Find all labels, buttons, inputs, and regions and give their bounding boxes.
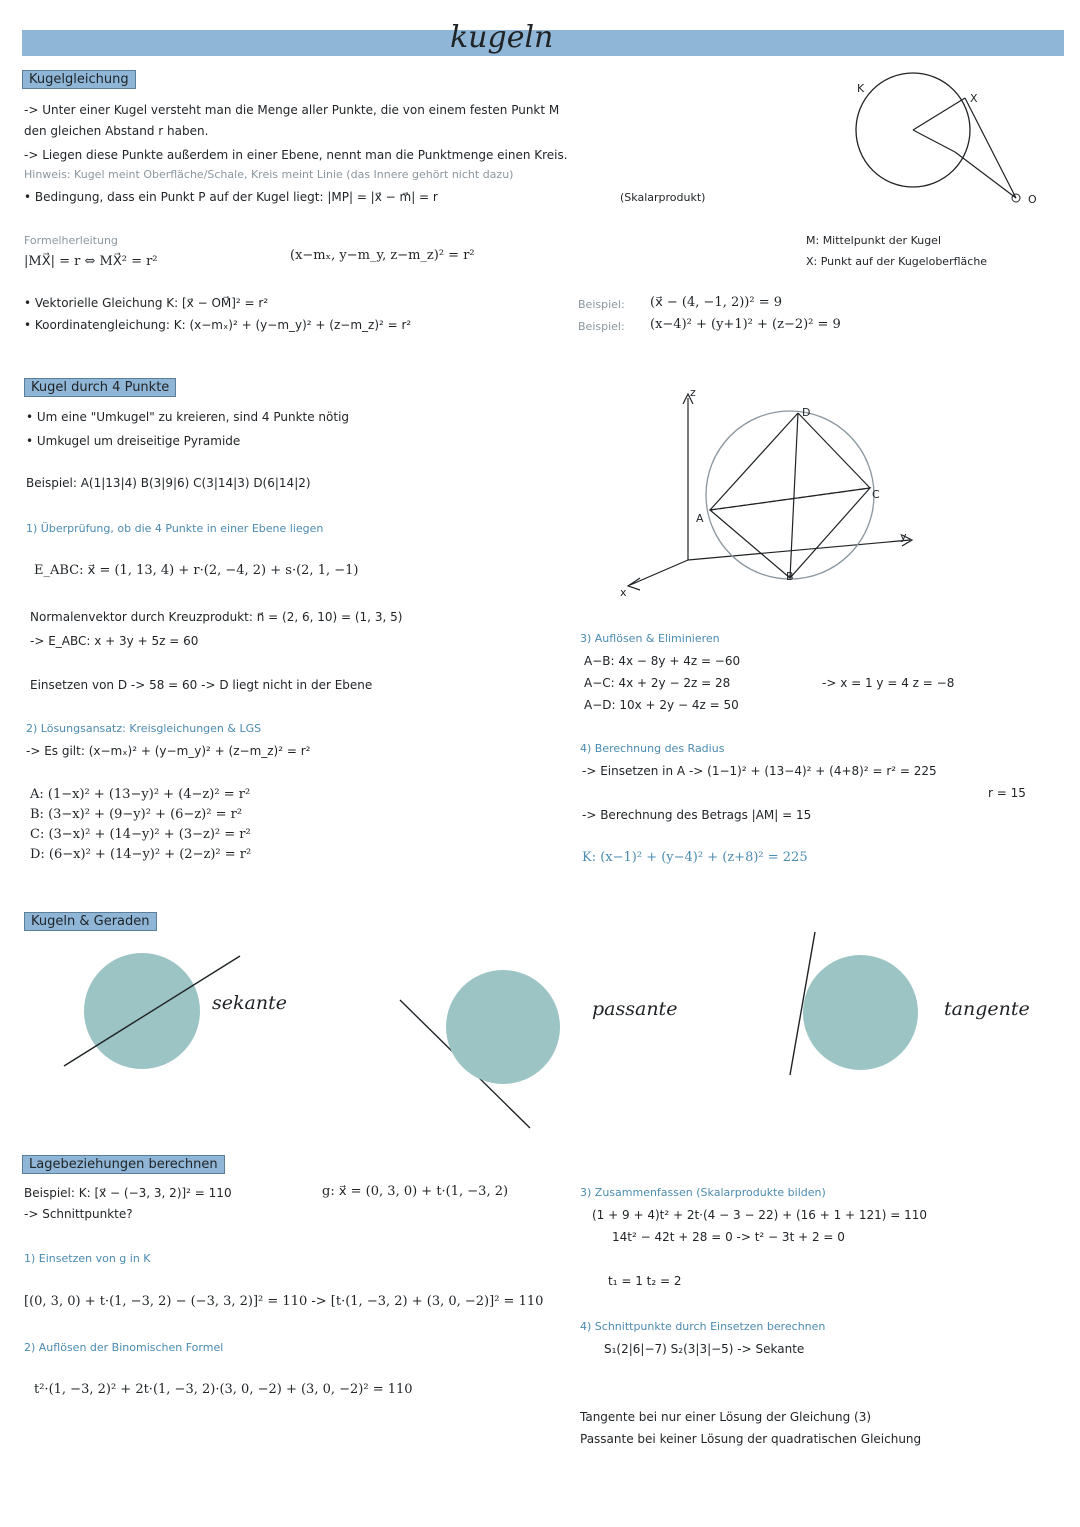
step-3-heading: 3) Auflösen & Eliminieren [580,632,720,645]
calc-step-3-heading: 3) Zusammenfassen (Skalarprodukte bilden) [580,1186,826,1199]
calc-step-3-equation: (1 + 9 + 4)t² + 2t·(4 − 3 − 22) + (16 + 1 + 121) = 110 [592,1208,928,1222]
point-label-b: B [786,570,794,583]
definition-line-3: -> Liegen diese Punkte außerdem in einer Ebene, nennt man die Punktmenge einen Kreis. [24,148,568,162]
example-label-1: Beispiel: [578,298,625,311]
sphere-result-equation: K: (x−1)² + (y−4)² + (z+8)² = 225 [582,850,808,865]
example-label-2: Beispiel: [578,320,625,333]
elimination-a-d: A−D: 10x + 2y − 4z = 50 [584,698,739,712]
elimination-a-c: A−C: 4x + 2y − 2z = 28 [584,676,731,690]
umkugel-bullet-1: • Um eine "Umkugel" zu kreieren, sind 4 Punkte nötig [26,410,350,424]
equation-c: C: (3−x)² + (14−y)² + (3−z)² = r² [30,827,251,842]
insert-d-result: Einsetzen von D -> 58 = 60 -> D liegt nicht in der Ebene [30,678,373,692]
equation-a: A: (1−x)² + (13−y)² + (4−z)² = r² [30,787,251,802]
passante-sphere [446,970,560,1084]
betrag-calculation: -> Berechnung des Betrags |AM| = 15 [582,808,812,822]
umkugel-bullet-2: • Umkugel um dreiseitige Pyramide [26,434,241,448]
example-line-g: g: x⃗ = (0, 3, 0) + t·(1, −3, 2) [322,1184,509,1199]
axis-label-y: y [900,530,907,543]
coordinate-equation: • Koordinatengleichung: K: (x−mₓ)² + (y−m_y)² + (z−m_z)² = r² [24,318,412,332]
example-points: Beispiel: A(1|13|4) B(3|9|6) C(3|14|3) D(6|14|2) [26,476,311,490]
radius-value: r = 15 [988,786,1026,800]
hint-text: Hinweis: Kugel meint Oberfläche/Schale, Kreis meint Linie (das Innere gehört nicht dazu) [24,168,514,181]
example-vector-equation: (x⃗ − (4, −1, 2))² = 9 [650,295,783,310]
point-label-c: C [872,488,880,501]
radius-calculation: -> Einsetzen in A -> (1−1)² + (13−4)² + (4+8)² = r² = 225 [582,764,937,778]
figure-label-x: X [970,92,978,105]
point-label-d: D [802,406,811,419]
formula-label: Formelherleitung [24,234,118,247]
intersection-points: S₁(2|6|−7) S₂(3|3|−5) -> Sekante [604,1342,805,1356]
question-intersections: -> Schnittpunkte? [24,1207,133,1221]
legend-x: X: Punkt auf der Kugeloberfläche [806,255,988,268]
example-coordinate-equation: (x−4)² + (y+1)² + (z−2)² = 9 [650,317,841,332]
point-label-a: A [696,512,704,525]
legend-m: M: Mittelpunkt der Kugel [806,234,942,247]
section-heading-geraden: Kugeln & Geraden [24,912,157,931]
calc-step-1-equation: [(0, 3, 0) + t·(1, −3, 2) − (−3, 3, 2)]² = 110 -> [t·(1, −3, 2) + (3, 0, −2)]² = 110 [24,1294,544,1309]
note-passante: Passante bei keiner Lösung der quadratischen Gleichung [580,1432,922,1446]
calc-step-2-equation: t²·(1, −3, 2)² + 2t·(1, −3, 2)·(3, 0, −2) + (3, 0, −2)² = 110 [34,1382,413,1397]
section-heading-kugelgleichung: Kugelgleichung [22,70,136,89]
t-solutions: t₁ = 1 t₂ = 2 [608,1274,682,1288]
equation-d: D: (6−x)² + (14−y)² + (2−z)² = r² [30,847,252,862]
calc-step-2-heading: 2) Auflösen der Binomischen Formel [24,1341,224,1354]
page-title: kugeln [450,20,554,55]
circle-equation-rule: -> Es gilt: (x−mₓ)² + (y−m_y)² + (z−m_z)² = r² [26,744,311,758]
equation-b: B: (3−x)² + (9−y)² + (6−z)² = r² [30,807,243,822]
formula-derivation-b: (x−mₓ, y−m_y, z−m_z)² = r² [290,248,475,263]
tangente-sphere [803,955,918,1070]
definition-line-1: -> Unter einer Kugel versteht man die Menge aller Punkte, die von einem festen Punkt M [24,103,560,117]
calc-step-1-heading: 1) Einsetzen von g in K [24,1252,151,1265]
section-heading-lagebeziehungen: Lagebeziehungen berechnen [22,1155,225,1174]
plane-equation: E_ABC: x⃗ = (1, 13, 4) + r·(2, −4, 2) + s·(2, 1, −1) [34,563,359,578]
formula-derivation-a: |MX⃗| = r ⇔ MX⃗² = r² [24,254,158,269]
label-sekante: sekante [212,992,287,1014]
note-tangente: Tangente bei nur einer Lösung der Gleichung (3) [580,1410,872,1424]
elimination-a-b: A−B: 4x − 8y + 4z = −60 [584,654,741,668]
definition-line-2: den gleichen Abstand r haben. [24,124,209,138]
condition-note: (Skalarprodukt) [620,191,706,204]
condition-text: • Bedingung, dass ein Punkt P auf der Kugel liegt: |MP| = |x⃗ − m⃗| = r [24,190,438,204]
figure-label-k: K [857,82,865,95]
figure-label-o: O [1028,193,1037,206]
step-4-heading: 4) Berechnung des Radius [580,742,725,755]
axis-label-z: z [690,386,696,399]
normal-vector: Normalenvektor durch Kreuzprodukt: n⃗ = (2, 6, 10) = (1, 3, 5) [30,610,403,624]
example-sphere: Beispiel: K: [x⃗ − (−3, 3, 2)]² = 110 [24,1186,232,1200]
plane-coordinate-equation: -> E_ABC: x + 3y + 5z = 60 [30,634,199,648]
label-tangente: tangente [944,998,1030,1020]
axis-label-x: x [620,586,627,599]
vector-equation: • Vektorielle Gleichung K: [x⃗ − OM⃗]² = r² [24,296,269,310]
section-heading-4-punkte: Kugel durch 4 Punkte [24,378,176,397]
step-1-heading: 1) Überprüfung, ob die 4 Punkte in einer Ebene liegen [26,522,324,535]
step-2-heading: 2) Lösungsansatz: Kreisgleichungen & LGS [26,722,262,735]
label-passante: passante [592,998,678,1020]
quadratic-equation: 14t² − 42t + 28 = 0 -> t² − 3t + 2 = 0 [612,1230,845,1244]
calc-step-4-heading: 4) Schnittpunkte durch Einsetzen berechnen [580,1320,826,1333]
center-solution: -> x = 1 y = 4 z = −8 [822,676,955,690]
